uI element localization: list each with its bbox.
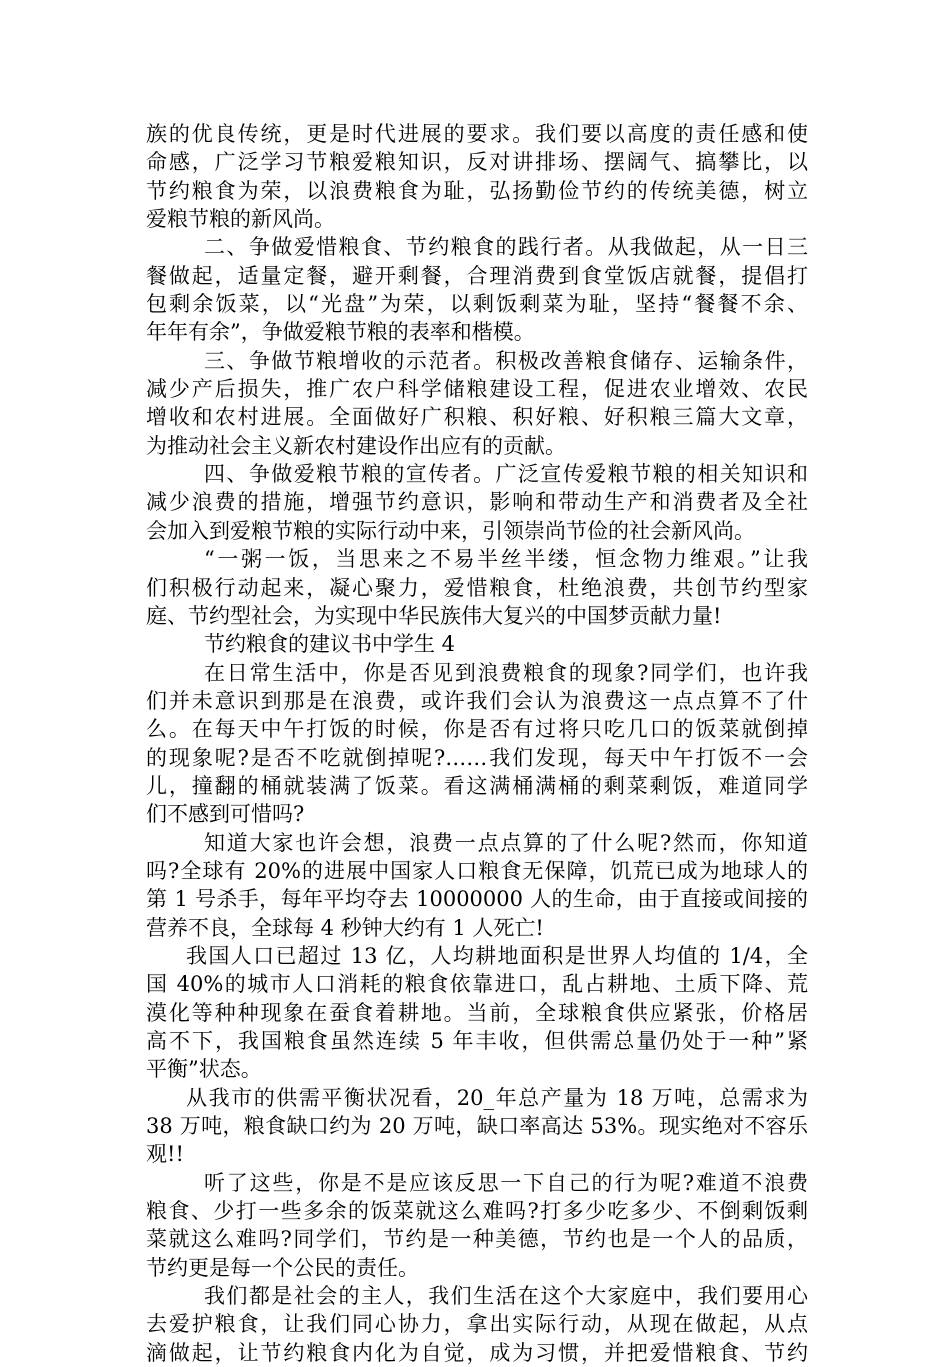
paragraph-start-line: 我国人口已超过 13 亿，人均耕地面积是世界人均值的 1/4，全 xyxy=(186,943,808,968)
text-line: 38 万吨，粮食缺口约为 20 万吨，缺口率高达 53%。现实绝对不容乐 xyxy=(146,1114,808,1139)
text-line: 粮食、少打一些多余的饭菜就这么难吗?打多少吃多少、不倒剩饭剩 xyxy=(146,1199,808,1224)
paragraph-start-line: 二、争做爱惜粮食、节约粮食的践行者。从我做起，从一日三 xyxy=(204,235,808,260)
text-line: 菜就这么难吗?同学们，节约是一种美德，节约也是一个人的品质， xyxy=(146,1227,808,1252)
paragraph-start-line: 我们都是社会的主人，我们生活在这个大家庭中，我们要用心 xyxy=(204,1284,808,1309)
text-line: 们并未意识到那是在浪费，或许我们会认为浪费这一点点算不了什 xyxy=(146,688,808,713)
text-line: 平衡”状态。 xyxy=(146,1057,262,1082)
text-line: 年年有余”，争做爱粮节粮的表率和楷模。 xyxy=(146,320,535,345)
text-line: 滴做起，让节约粮食内化为自觉，成为习惯，并把爱惜粮食、节约 xyxy=(146,1340,808,1365)
document-body xyxy=(146,120,808,1367)
paragraph-start-line: 知道大家也许会想，浪费一点点算的了什么呢?然而，你知道 xyxy=(204,830,808,855)
paragraph-start-line: 三、争做节粮增收的示范者。积极改善粮食储存、运输条件， xyxy=(204,348,808,373)
text-line: 节约更是每一个公民的责任。 xyxy=(146,1255,419,1280)
paragraph-start-line: 四、争做爱粮节粮的宣传者。广泛宣传爱粮节粮的相关知识和 xyxy=(204,462,808,487)
text-line: 减少浪费的措施，增强节约意识，影响和带动生产和消费者及全社 xyxy=(146,490,808,515)
text-line: 节约粮食为荣，以浪费粮食为耻，弘扬勤俭节约的传统美德，树立 xyxy=(146,178,808,203)
paragraph-start-line: 听了这些，你是不是应该反思一下自己的行为呢?难道不浪费 xyxy=(204,1170,808,1195)
text-line: 么。在每天中午打饭的时候，你是否有过将只吃几口的饭菜就倒掉 xyxy=(146,717,808,742)
paragraph-start-line: “一粥一饭，当思来之不易半丝半缕，恒念物力维艰。”让我 xyxy=(204,547,808,572)
text-line: 族的优良传统，更是时代进展的要求。我们要以高度的责任感和使 xyxy=(146,122,808,146)
text-line: 去爱护粮食，让我们同心协力，拿出实际行动，从现在做起，从点 xyxy=(146,1312,808,1337)
text-line: 为推动社会主义新农村建设作出应有的贡献。 xyxy=(146,433,566,458)
text-line: 国 40%的城市人口消耗的粮食依靠进口，乱占耕地、土质下降、荒 xyxy=(146,972,808,997)
text-line: 们不感到可惜吗? xyxy=(146,802,305,827)
text-line: 营养不良，全球每 4 秒钟大约有 1 人死亡! xyxy=(146,915,544,940)
text-line: 儿，撞翻的桶就装满了饭菜。看这满桶满桶的剩菜剩饭，难道同学 xyxy=(146,773,808,798)
section-heading: 节约粮食的建议书中学生 4 xyxy=(204,632,456,657)
text-line: 们积极行动起来，凝心聚力，爱惜粮食，杜绝浪费，共创节约型家 xyxy=(146,575,808,600)
text-line: 爱粮节粮的新风尚。 xyxy=(146,207,335,232)
text-line: 减少产后损失，推广农户科学储粮建设工程，促进农业增效、农民 xyxy=(146,377,808,402)
text-line: 命感，广泛学习节粮爱粮知识，反对讲排场、摆阔气、搞攀比，以 xyxy=(146,150,808,175)
text-line: 观!! xyxy=(146,1142,184,1167)
text-line: 第 1 号杀手，每年平均夺去 10000000 人的生命，由于直接或间接的 xyxy=(146,887,808,912)
text-line: 包剩余饭菜，以“光盘”为荣，以剩饭剩菜为耻，坚持“餐餐不余、 xyxy=(146,292,808,317)
text-line: 会加入到爱粮节粮的实际行动中来，引领崇尚节俭的社会新风尚。 xyxy=(146,518,755,543)
text-line: 高不下，我国粮食虽然连续 5 年丰收，但供需总量仍处于一种”紧 xyxy=(146,1029,808,1053)
text-line: 餐做起，适量定餐，避开剩餐，合理消费到食堂饭店就餐，提倡打 xyxy=(146,263,808,288)
text-line: 漠化等种种现象在蚕食着耕地。当前，全球粮食供应紧张，价格居 xyxy=(146,1000,808,1025)
text-line: 增收和农村进展。全面做好广积粮、积好粮、好积粮三篇大文章， xyxy=(146,405,808,430)
text-line: 庭、节约型社会，为实现中华民族伟大复兴的中国梦贡献力量! xyxy=(146,603,722,628)
text-line: 吗?全球有 20%的进展中国家人口粮食无保障，饥荒已成为地球人的 xyxy=(146,858,808,883)
paragraph-start-line: 从我市的供需平衡状况看，20_年总产量为 18 万吨，总需求为 xyxy=(186,1085,808,1110)
paragraph-start-line: 在日常生活中，你是否见到浪费粮食的现象?同学们，也许我 xyxy=(204,660,808,685)
text-line: 的现象呢?是否不吃就倒掉呢?……我们发现，每天中午打饭不一会 xyxy=(146,745,808,770)
